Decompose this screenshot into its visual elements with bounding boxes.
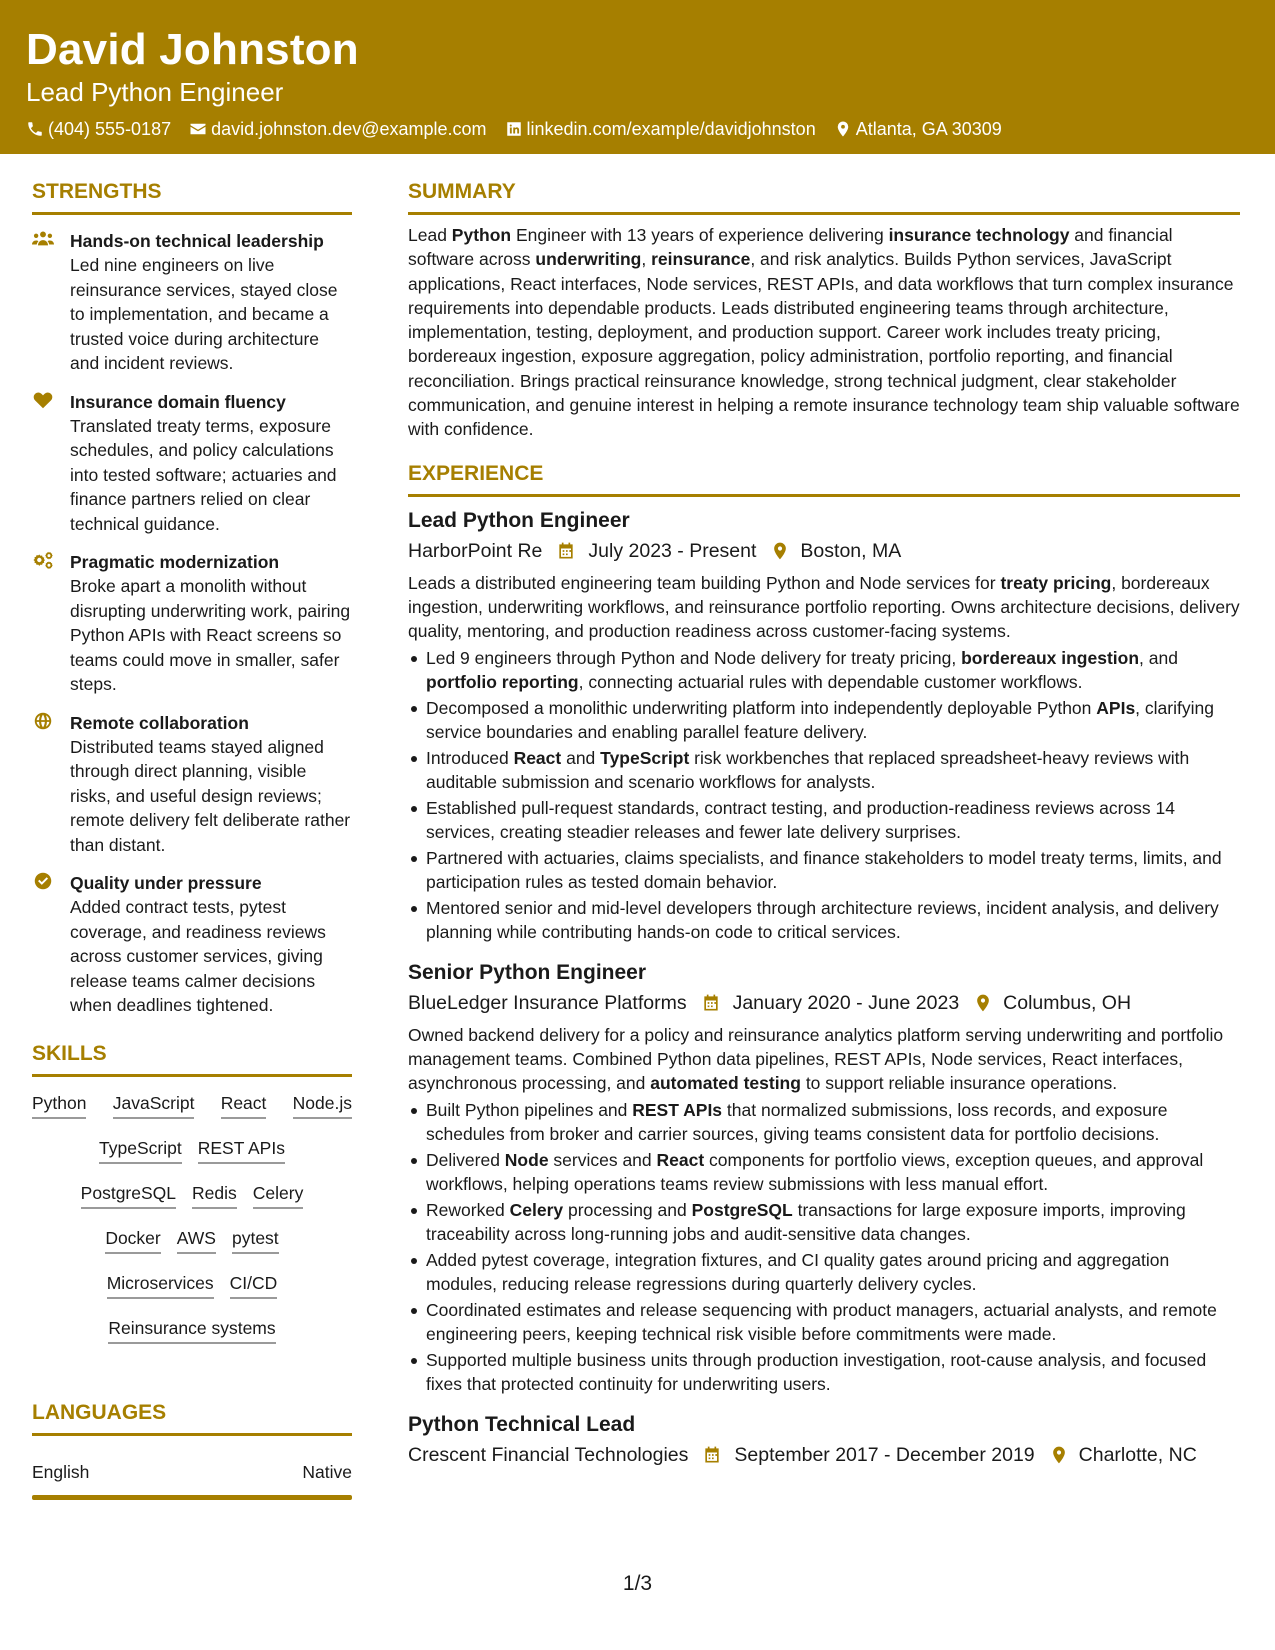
strength-title: Remote collaboration: [70, 712, 249, 733]
skill-tag: Docker: [105, 1226, 160, 1254]
job-title: Lead Python Engineer: [408, 508, 630, 532]
heart-icon: [32, 390, 56, 410]
skill-tag: React: [221, 1091, 267, 1119]
strength-description: Distributed teams stayed aligned through direct planning, visible risks, and useful design reviews; remote delivery felt deliberate rather than distant.: [70, 736, 351, 855]
strength-title: Pragmatic modernization: [70, 552, 280, 572]
language-row: [32, 1462, 352, 1483]
company-name: Crescent Financial Technologies: [408, 1443, 689, 1466]
job-location: Boston, MA: [800, 539, 902, 562]
strength-description: Led nine engineers on live reinsurance services, stayed close to implementation, and became a trusted voice during architecture and incident reviews.: [70, 255, 338, 373]
envelope-icon: [189, 120, 207, 138]
skill-tag: JavaScript: [113, 1091, 195, 1119]
skill-row: [32, 1091, 352, 1119]
strength-title: Insurance domain fluency: [70, 391, 286, 412]
candidate-title: Lead Python Engineer: [26, 77, 284, 107]
section-divider: [32, 1433, 352, 1436]
language-proficiency-bar: [32, 1495, 352, 1500]
job-location: Charlotte, NC: [1078, 1443, 1197, 1466]
skills-heading: SKILLS: [32, 1041, 107, 1065]
job-bullets: [408, 646, 1240, 945]
job-dates: July 2023 - Present: [588, 539, 757, 562]
job-entry: [408, 507, 1240, 945]
bullet-item: Led 9 engineers through Python and Node delivery for treaty pricing, bordereaux ingestion, and portfolio reporting, connecting actuarial rules with dependable customer workflows.: [408, 646, 1240, 695]
job-bullets: [408, 1098, 1240, 1397]
skill-tag: PostgreSQL: [81, 1181, 176, 1209]
strength-title: Quality under pressure: [70, 873, 262, 893]
phone-text: (404) 555-0187: [48, 119, 172, 139]
job-location: Columbus, OH: [1003, 991, 1132, 1014]
bullet-item: Established pull-request standards, contract testing, and production-readiness reviews across 14 services, creating steadier releases and fewer late delivery surprises.: [408, 796, 1240, 845]
section-divider: [32, 212, 352, 215]
strength-description: Added contract tests, pytest coverage, and readiness reviews across customer services, giving release teams calmer decisions when deadlines tightened.: [70, 897, 326, 1015]
bullet-item: Mentored senior and mid-level developers through architecture reviews, incident analysis, and delivery planning while contributing hands-on code to critical services.: [408, 896, 1240, 945]
job-title: Python Technical Lead: [408, 1412, 636, 1436]
skill-tag: Celery: [253, 1181, 304, 1209]
strength-title: Hands-on technical leadership: [70, 231, 324, 251]
experience-heading: EXPERIENCE: [408, 461, 544, 485]
location-text: Atlanta, GA 30309: [855, 119, 1002, 139]
map-pin-icon: [834, 120, 852, 138]
bullet-item: Added pytest coverage, integration fixtures, and CI quality gates around pricing and aggregation modules, reducing release regressions during quarterly delivery cycles.: [408, 1248, 1240, 1297]
calendar-icon: [556, 541, 576, 561]
strength-description: Broke apart a monolith without disrupting underwriting work, pairing Python APIs with React screens so teams could move in smaller, safer steps.: [70, 576, 351, 694]
calendar-icon: [702, 1445, 722, 1465]
section-divider: [408, 212, 1240, 215]
left-column: [32, 178, 352, 1500]
strength-item: [32, 871, 352, 1018]
gears-icon: [32, 550, 56, 570]
contact-bar: [26, 118, 1275, 140]
job-entry: [408, 959, 1240, 1397]
linkedin-text: linkedin.com/example/davidjohnston: [526, 119, 816, 139]
map-pin-icon: [1049, 1445, 1069, 1465]
calendar-icon: [701, 993, 721, 1013]
contact-phone[interactable]: [26, 118, 171, 140]
languages-heading: LANGUAGES: [32, 1400, 167, 1424]
skill-row: [100, 1316, 283, 1344]
experience-list: [408, 507, 1240, 1469]
section-divider: [32, 1074, 352, 1077]
skill-row: [97, 1226, 286, 1254]
check-circle-icon: [32, 871, 56, 891]
map-pin-icon: [973, 993, 993, 1013]
skills-list: [32, 1091, 352, 1361]
strength-item: [32, 390, 352, 537]
email-text: david.johnston.dev@example.com: [211, 119, 487, 139]
bullet-item: Coordinated estimates and release sequencing with product managers, actuarial analysts, and remote engineering peers, keeping technical risk visible before commitments were made.: [408, 1298, 1240, 1347]
skill-tag: Reinsurance systems: [108, 1316, 275, 1344]
bullet-item: Supported multiple business units through production investigation, root-cause analysis, and focused fixes that protected continuity for underwriting users.: [408, 1348, 1240, 1397]
skill-tag: AWS: [177, 1226, 216, 1254]
bullet-item: Delivered Node services and React components for portfolio views, exception queues, and approval workflows, helping operations teams review submissions with less manual effort.: [408, 1148, 1240, 1197]
language-name: English: [32, 1461, 90, 1482]
contact-location: [834, 118, 1002, 140]
page-number: 1/3: [622, 1572, 653, 1595]
strength-item: [32, 229, 352, 376]
skill-tag: Redis: [192, 1181, 237, 1209]
candidate-name: David Johnston: [26, 25, 359, 74]
bullet-item: Partnered with actuaries, claims specialists, and finance stakeholders to model treaty terms, limits, and participation rules as tested domain behavior.: [408, 846, 1240, 895]
skill-tag: Microservices: [107, 1271, 214, 1299]
summary-paragraph: Lead Python Engineer with 13 years of experience delivering insurance technology and financial software across underwriting, reinsurance, and risk analytics. Builds Python services, JavaScript applications, React interfaces, Node services, REST APIs, and data workflows that turn complex insurance requirements into dependable products. Leads distributed engineering teams through architecture, implementation, testing, deployment, and production support. Career work includes treaty pricing, bordereaux ingestion, exposure aggregation, policy administration, portfolio reporting, and financial reconciliation. Brings practical reinsurance knowledge, strong technical judgment, clear stakeholder communication, and genuine interest in helping a remote insurance technology team ship valuable software with confidence.: [408, 225, 1240, 440]
bullet-item: Introduced React and TypeScript risk workbenches that replaced spreadsheet-heavy reviews with auditable submission and scenario workflows for analysts.: [408, 746, 1240, 795]
strength-item: [32, 711, 352, 858]
skill-row: [91, 1136, 293, 1164]
job-dates: January 2020 - June 2023: [732, 991, 960, 1014]
job-description: Leads a distributed engineering team building Python and Node services for treaty pricing, bordereaux ingestion, underwriting workflows, and reinsurance portfolio reporting. Owns architecture decisions, delivery quality, mentoring, and production readiness across customer-facing systems.: [408, 572, 1240, 642]
summary-heading: SUMMARY: [408, 180, 516, 203]
job-entry: [408, 1411, 1240, 1469]
job-meta: [408, 537, 1240, 565]
phone-icon: [26, 120, 44, 138]
strength-item: [32, 550, 352, 697]
section-divider: [408, 494, 1240, 497]
skill-row: [73, 1181, 312, 1209]
resume-header: [0, 0, 1275, 154]
job-title: Senior Python Engineer: [408, 960, 647, 984]
bullet-item: Reworked Celery processing and PostgreSQL transactions for large exposure imports, improving traceability across long-running jobs and audit-sensitive data changes.: [408, 1198, 1240, 1247]
map-pin-icon: [770, 541, 790, 561]
skill-tag: TypeScript: [99, 1136, 182, 1164]
contact-linkedin[interactable]: [505, 118, 816, 140]
skill-tag: pytest: [232, 1226, 279, 1254]
skill-tag: CI/CD: [230, 1271, 278, 1299]
job-dates: September 2017 - December 2019: [734, 1443, 1035, 1466]
users-icon: [32, 229, 56, 249]
skill-tag: Node.js: [293, 1091, 352, 1119]
bullet-item: Built Python pipelines and REST APIs that normalized submissions, loss records, and exposure schedules from broker and carrier sources, giving teams consistent data for portfolio decisions.: [408, 1098, 1240, 1147]
globe-icon: [32, 711, 56, 731]
skill-row: [99, 1271, 286, 1299]
language-level: Native: [302, 1461, 352, 1482]
contact-email[interactable]: [189, 118, 486, 140]
skill-tag: REST APIs: [198, 1136, 285, 1164]
linkedin-icon: [505, 120, 523, 138]
company-name: BlueLedger Insurance Platforms: [408, 991, 687, 1014]
strength-description: Translated treaty terms, exposure schedules, and policy calculations into tested software; actuaries and finance partners relied on clear technical guidance.: [70, 415, 337, 534]
strengths-list: [32, 229, 352, 1018]
bullet-item: Decomposed a monolithic underwriting platform into independently deployable Python APIs, clarifying service boundaries and enabling parallel feature delivery.: [408, 696, 1240, 745]
strengths-heading: STRENGTHS: [32, 180, 162, 203]
right-column: [408, 178, 1240, 1469]
job-description: Owned backend delivery for a policy and reinsurance analytics platform serving underwriting and portfolio management teams. Combined Python data pipelines, REST APIs, Node services, React interfaces, asynchronous processing, and automated testing to support reliable insurance operations.: [408, 1024, 1224, 1094]
job-meta: [408, 1441, 1240, 1469]
company-name: HarborPoint Re: [408, 539, 543, 562]
job-meta: [408, 989, 1240, 1017]
skill-tag: Python: [32, 1091, 86, 1119]
